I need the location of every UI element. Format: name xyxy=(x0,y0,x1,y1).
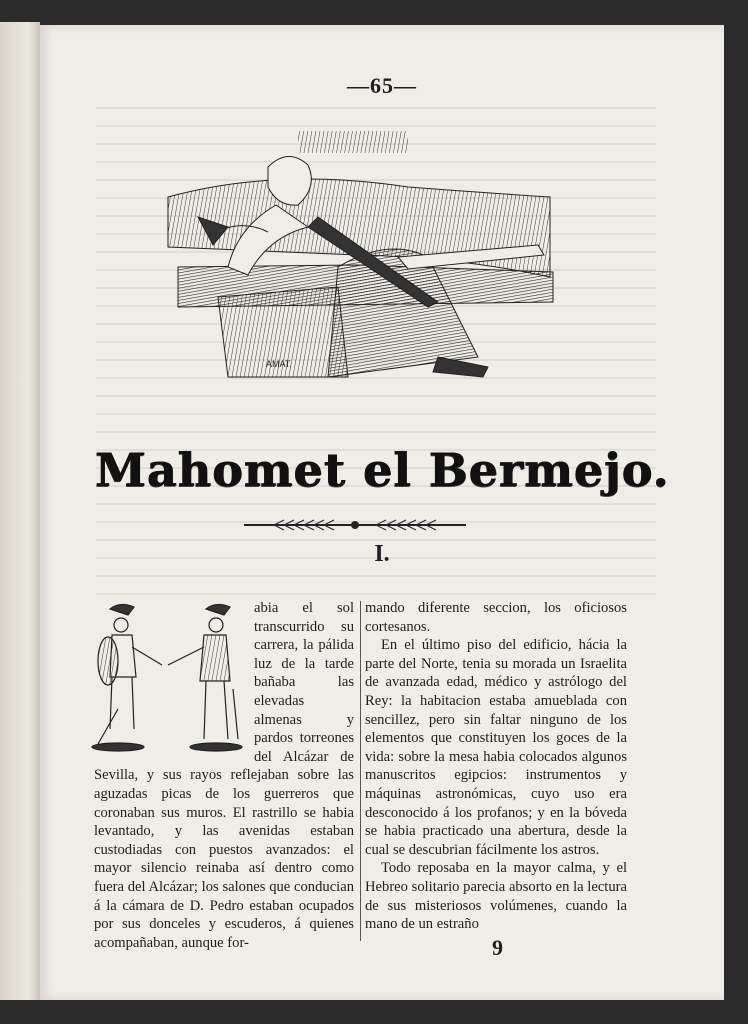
right-paragraph-3: Todo reposaba en la mayor calma, y el Hebreo solitario parecia absorto en la lectura de sus misteriosos volúmenes, cuando la mano de un estraño xyxy=(365,860,627,933)
chapter-heading: I. xyxy=(374,541,390,567)
engraver-signature: AMAT. xyxy=(266,359,292,369)
column-rule xyxy=(360,601,361,941)
page-number: —65— xyxy=(347,73,417,98)
folio-number: 9 xyxy=(492,935,503,960)
engraving-warrior-illustration xyxy=(158,127,558,405)
right-column xyxy=(365,599,627,934)
right-paragraph-2: En el último piso del edificio, hácia la parte del Norte, tenia su morada un Israelita de avanzada edad, médico y astrólogo del Rey: la habitacion estaba amueblada con sencillez, pero sin faltar ninguno de los elementos que constituyen los goces de la vida: sobre la mesa habia colocados algunos manuscritos egipcios: instrumentos y máquinas astronómicas, cuyo uso era desconocido á los profanos; y en la bóveda se habia practicado una abertura, desde la cual se descubrian fácilmente los astros. xyxy=(365,637,627,858)
ornamental-divider xyxy=(244,517,466,533)
page-title: Mahomet el Bermejo. xyxy=(94,443,670,497)
knights-handshake-illustration xyxy=(88,599,248,759)
left-column-text: abia el sol transcurrido su carrera, la pálida luz de la tarde bañaba las elevadas almenas y pardos torreones del Alcázar de Sevilla, y sus rayos reflejaban sobre las aguzadas picas de los guerreros que coronaban sus muros. El rastrillo se habia levantado, y las avenidas estaban custodiadas con puestos avanzados: el mayor silencio reinaba así dentro como fuera del Alcázar; los salones que conducian á la cámara de D. Pedro estaban ocupados por sus donceles y escuderos, á quienes acompañaban, aunque for- xyxy=(94,600,354,951)
left-column xyxy=(94,599,354,952)
right-paragraph-1: mando diferente seccion, los oficiosos cortesanos. xyxy=(365,600,627,635)
left-page-edge xyxy=(0,22,40,1000)
book-page xyxy=(40,25,724,1000)
